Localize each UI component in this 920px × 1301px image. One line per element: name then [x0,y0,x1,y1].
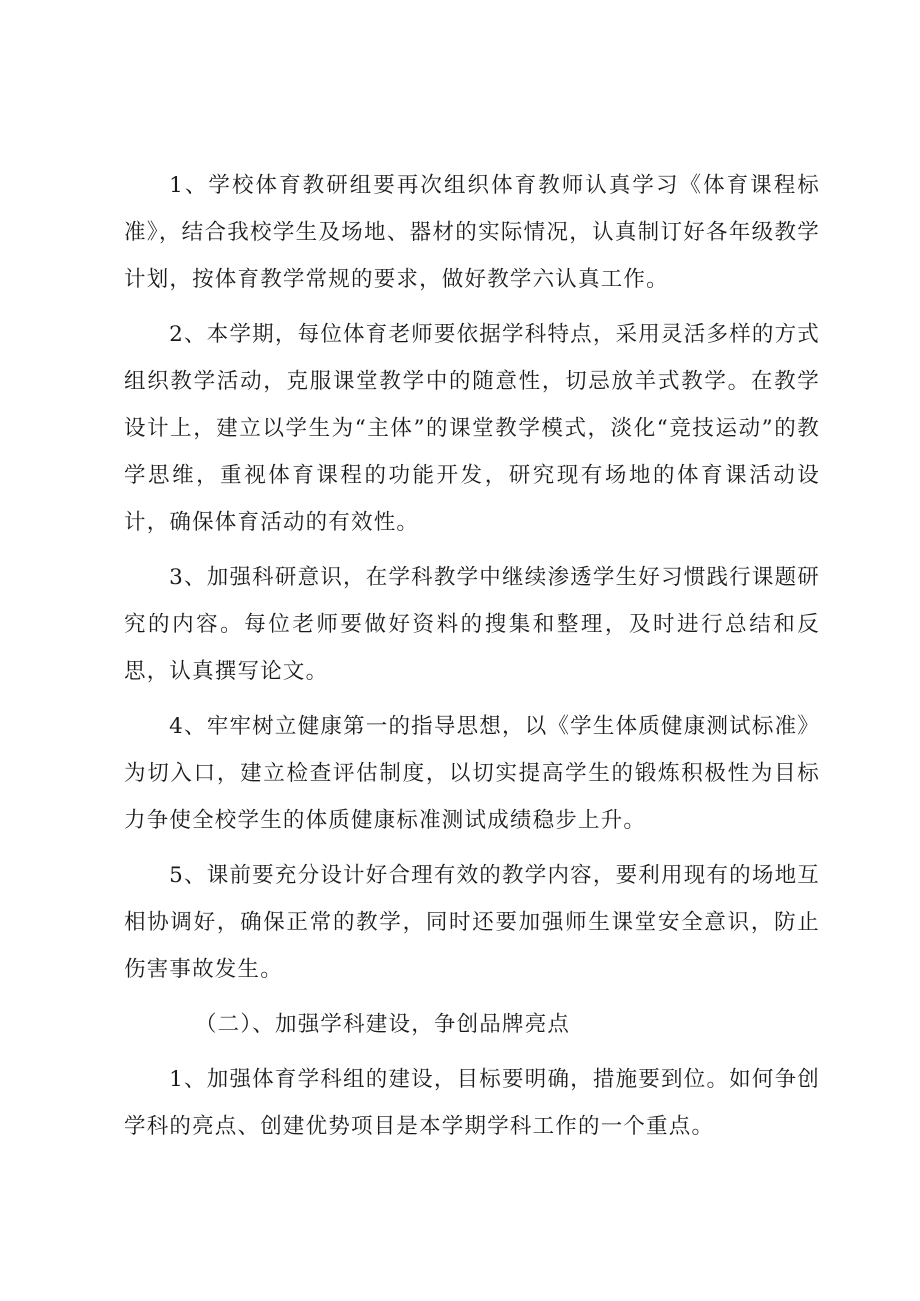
paragraph-item-5: 5、课前要充分设计好合理有效的教学内容，要利用现有的场地互相协调好，确保正常的教学，同时还要加强师生课堂安全意识，防止伤害事故发生。 [124,863,820,982]
paragraph-section2-item-1: 1、加强体育学科组的建设，目标要明确，措施要到位。如何争创学科的亮点、创建优势项目是本学期学科工作的一个重点。 [124,1067,820,1139]
paragraph-item-2: 2、本学期，每位体育老师要依据学科特点，采用灵活多样的方式组织教学活动，克服课堂教学中的随意性，切忌放羊式教学。在教学设计上，建立以学生为“主体”的课堂教学模式，淡化“竞技运动”的教学思维，重视体育课程的功能开发，研究现有场地的体育课活动设计，确保体育活动的有效性。 [124,322,820,535]
section-heading: （二）、加强学科建设，争创品牌亮点 [194,1012,571,1037]
paragraph-item-4: 4、牢牢树立健康第一的指导思想，以《学生体质健康测试标准》为切入口，建立检查评估制度，以切实提高学生的锻炼积极性为目标力争使全校学生的体质健康标准测试成绩稳步上升。 [124,714,820,833]
document-body [124,162,820,1158]
paragraph-item-3: 3、加强科研意识，在学科教学中继续渗透学生好习惯践行课题研究的内容。每位老师要做好资料的搜集和整理，及时进行总结和反思，认真撰写论文。 [124,565,820,684]
paragraph-item-1: 1、学校体育教研组要再次组织体育教师认真学习《体育课程标准》，结合我校学生及场地、器材的实际情况，认真制订好各年级教学计划，按体育教学常规的要求，做好教学六认真工作。 [124,173,820,292]
